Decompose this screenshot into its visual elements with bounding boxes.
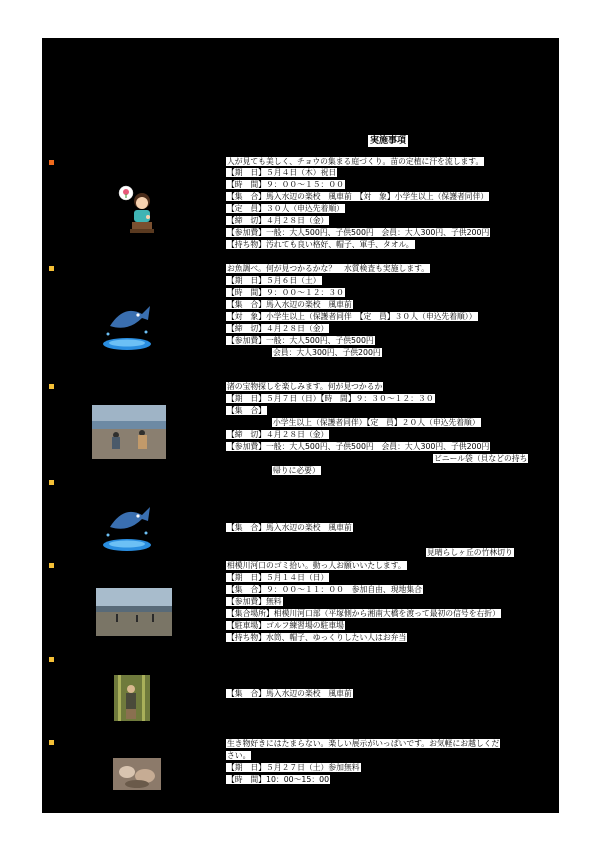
section-5-line-2: 【期 日】５月１４日（日） [227, 573, 329, 582]
section-bullet [49, 740, 54, 745]
section-3-line-5: 【締 切】４月２８日（金） [227, 430, 329, 439]
section-3-line-8: 帰りに必要） [273, 466, 320, 475]
gardening-girl-illustration [118, 183, 158, 235]
section-4-line-2: 見晴らしヶ丘の竹林切り [427, 548, 513, 557]
section-1-line-3: 【時 間】９：００～１５：００ [227, 180, 344, 189]
bamboo-forest-photo [114, 675, 150, 721]
section-3-line-3: 【集 合】 [227, 406, 266, 415]
section-7-line-1: 生き物好きにはたまらない。楽しい展示がいっぱいです。お気軽にお越しくだ [227, 739, 500, 748]
section-5-line-6: 【駐車場】ゴルフ練習場の駐車場 [227, 621, 344, 630]
section-2-line-8: 会員：大人300円、子供200円 [273, 348, 381, 357]
beach-photo [92, 405, 166, 459]
exhibition-photo [113, 758, 161, 790]
section-1-line-6: 【締 切】４月２８日（金） [227, 216, 329, 225]
section-7-line-4: 【時 間】10：00～15：00 [227, 775, 330, 784]
section-1-line-2: 【期 日】５月４日（木）祝日 [227, 168, 337, 177]
section-bullet [49, 563, 54, 568]
section-1-line-4: 【集 合】馬入水辺の楽校 風車前 【対 象】小学生以上（保護者同伴） [227, 192, 489, 201]
section-2-line-4: 【集 合】馬入水辺の楽校 風車前 [227, 300, 352, 309]
section-1-line-5: 【定 員】３０人（申込先着順） [227, 204, 344, 213]
section-6-line-1: 【集 合】馬入水辺の楽校 風車前 [227, 689, 352, 698]
section-7-line-3: 【期 日】５月２７日（土）参加無料 [227, 763, 360, 772]
river-mouth-cleanup-photo [96, 588, 172, 636]
jumping-fish-illustration [100, 497, 154, 555]
section-5-line-3: 【集 合】９：００～１１：００ 参加自由、現地集合 [227, 585, 422, 594]
section-2-line-3: 【時 間】９：００～１２：３０ [227, 288, 344, 297]
section-2-line-2: 【期 日】５月６日（土） [227, 276, 321, 285]
section-3-line-6: 【参加費】一般：大人500円、子供500円 会員：大人300円、子供200円 [227, 442, 490, 451]
section-5-line-1: 相模川河口のゴミ拾い。動っ人お願いいたします。 [227, 561, 406, 570]
section-5-line-4: 【参加費】無料 [227, 597, 282, 606]
section-5-line-5: 【集合場所】相模川河口部（平塚側から湘南大橋を渡って最初の信号を右折） [227, 609, 500, 618]
section-2-line-7: 【参加費】一般：大人500円、子供500円 [227, 336, 374, 345]
section-bullet [49, 384, 54, 389]
section-3-line-7: ビニール袋（貝などの持ち [434, 454, 528, 463]
section-2-line-6: 【締 切】４月２８日（金） [227, 324, 329, 333]
section-4-line-1: 【集 合】馬入水辺の楽校 風車前 [227, 523, 352, 532]
section-2-line-1: お魚調べ。何が見つかるかな？ 水質検査も実施します。 [227, 264, 430, 273]
section-3-line-2: 【期 日】５月７日（日）【時 間】９：３０～１２：３０ [227, 394, 434, 403]
section-1-line-8: 【持ち物】汚れても良い格好、帽子、軍手、タオル。 [227, 240, 414, 249]
section-1-line-7: 【参加費】一般：大人500円、子供500円 会員：大人300円、子供200円 [227, 228, 490, 237]
section-bullet [49, 480, 54, 485]
jumping-fish-illustration [100, 296, 154, 354]
section-bullet [49, 657, 54, 662]
section-7-line-2: さい。 [227, 751, 251, 760]
section-5-line-7: 【持ち物】水筒、帽子、ゆっくりしたい人はお弁当 [227, 633, 407, 642]
section-bullet [49, 160, 54, 165]
section-bullet [49, 266, 54, 271]
section-3-line-4: 小学生以上（保護者同伴）【定 員】２０人（申込先着順） [273, 418, 480, 427]
section-2-line-5: 【対 象】小学生以上（保護者同伴 【定 員】３０人（申込先着順）） [227, 312, 477, 321]
section-3-line-1: 渚の宝物探しを楽しみます。何が見つかるか [227, 382, 383, 391]
section-1-line-1: 人が見ても美しく、チョウの集まる庭づくり。苗の定植に汗を流します。 [227, 157, 484, 166]
page-heading: 実施事項 [370, 136, 407, 146]
